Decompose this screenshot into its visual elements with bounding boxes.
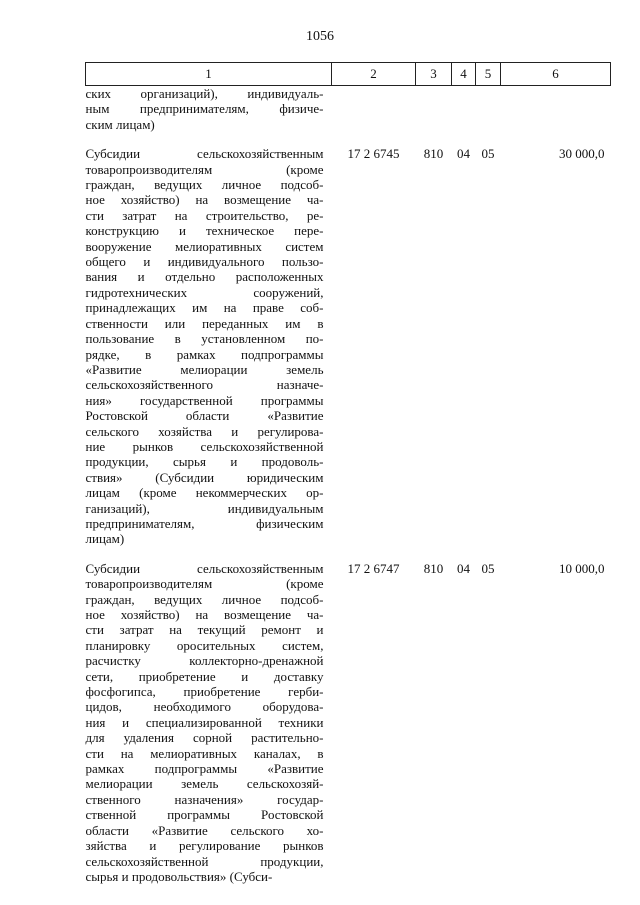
page-number: 1056 [306, 29, 334, 44]
description-line: сети, приобретение и доставку [85, 668, 324, 684]
header-col-2: 2 [332, 63, 416, 86]
header-col-5: 5 [476, 63, 501, 86]
description-line: цидов, необходимого оборудова- [85, 699, 324, 715]
header-row [86, 63, 611, 86]
row-section [452, 86, 476, 147]
header-col-1: 1 [86, 63, 332, 86]
row-target-article [332, 86, 416, 147]
description-line: продукции, сырья и продоволь- [85, 454, 324, 470]
description-line: ствия» (Субсидии юридическим [85, 469, 324, 485]
row-amount: 10 000,0 [559, 560, 605, 576]
description-line: фосфогипса, приобретение герби- [85, 684, 324, 700]
description-line: гидротехнических сооружений, [85, 284, 324, 300]
table-row [86, 146, 611, 561]
description-line: ное хозяйство) на возмещение ча- [85, 607, 324, 622]
row-description [86, 146, 332, 561]
description-line: предпринимателям, физическим [85, 515, 324, 531]
description-line: сельскохозяйственного назначе- [85, 377, 324, 393]
description-line: ния» государственной программы [85, 392, 324, 408]
description-line: сти затрат на строительство, ре- [85, 207, 324, 223]
description-line: вооружение мелиоративных систем [85, 238, 324, 254]
description-line: рядке, в рамках подпрограммы [85, 346, 324, 362]
description-line: ным предпринимателям, физиче- [85, 101, 324, 117]
row-section: 04 [457, 146, 470, 162]
description-line: мелиорации земель сельскохозяй- [85, 776, 324, 792]
description-line: ганизаций), индивидуальным [85, 500, 324, 516]
description-line: Субсидии сельскохозяйственным [85, 146, 324, 162]
row-expense-type: 810 [423, 146, 444, 162]
description-line: ния и специализированной техники [85, 714, 324, 730]
description-line: зяйства и регулирование рынков [85, 838, 324, 854]
description-line: конструкцию и техническое пере- [85, 223, 324, 239]
description-line: вания и отдельно расположенных [85, 269, 324, 285]
description-line: ственного назначения» государ- [85, 791, 324, 807]
header-col-3: 3 [416, 63, 452, 86]
description-line: лицам) [85, 531, 125, 547]
table-header [86, 63, 611, 86]
header-col-6: 6 [501, 63, 611, 86]
description-line: граждан, ведущих личное подсоб- [85, 177, 324, 193]
description-line: сельскохозяйственной продукции, [85, 853, 324, 869]
description-line: лицам (кроме некоммерческих ор- [85, 485, 324, 501]
row-expense-type [416, 86, 452, 147]
budget-table [85, 62, 611, 898]
description-line: сти на мелиоративных каналах, в [85, 745, 324, 761]
table-body [86, 86, 611, 899]
description-line: пользование в установленном по- [85, 331, 324, 347]
description-line: рамках подпрограммы «Развитие [85, 761, 324, 777]
row-amount: 30 000,0 [559, 146, 605, 162]
header-col-4: 4 [452, 63, 476, 86]
description-line: сырья и продовольствия» (Субси- [85, 868, 273, 884]
table-row [86, 86, 611, 147]
description-line: ное хозяйство) на возмещение ча- [85, 192, 324, 208]
row-subsection [476, 86, 501, 147]
description-line: Ростовской области «Развитие [85, 408, 324, 424]
description-line: ским лицам) [85, 116, 155, 132]
row-subsection: 05 [481, 560, 495, 576]
description-line: сельского хозяйства и регулирова- [85, 423, 324, 439]
table-row [86, 561, 611, 899]
description-line: товаропроизводителям (кроме [85, 161, 324, 177]
description-line: «Развитие мелиорации земель [85, 361, 324, 377]
description-line: ние рынков сельскохозяйственной [85, 438, 324, 454]
row-description [86, 86, 332, 147]
description-line: сти затрат на текущий ремонт и [85, 622, 324, 638]
row-target-article: 17 2 6747 [347, 560, 400, 576]
description-line: товаропроизводителям (кроме [85, 576, 324, 592]
row-amount [501, 86, 611, 147]
row-subsection: 05 [481, 146, 495, 162]
description-line: граждан, ведущих личное подсоб- [85, 591, 324, 607]
description-line: ственной программы Ростовской [85, 807, 324, 823]
description-line: планировку оросительных систем, [85, 637, 324, 653]
row-target-article: 17 2 6745 [347, 146, 400, 162]
row-description [86, 561, 332, 899]
row-section: 04 [457, 560, 470, 576]
description-line: расчистку коллекторно-дренажной [85, 653, 324, 669]
description-line: ских организаций), индивидуаль- [85, 86, 324, 101]
row-expense-type: 810 [423, 560, 444, 576]
description-line: Субсидии сельскохозяйственным [85, 560, 324, 576]
description-line: ственности или переданных им в [85, 315, 324, 331]
description-line: принадлежащих им на праве соб- [85, 300, 324, 316]
description-line: общего и индивидуального пользо- [85, 254, 324, 270]
description-line: для удаления сорной растительно- [85, 730, 324, 746]
description-line: области «Развитие сельского хо- [85, 822, 324, 838]
